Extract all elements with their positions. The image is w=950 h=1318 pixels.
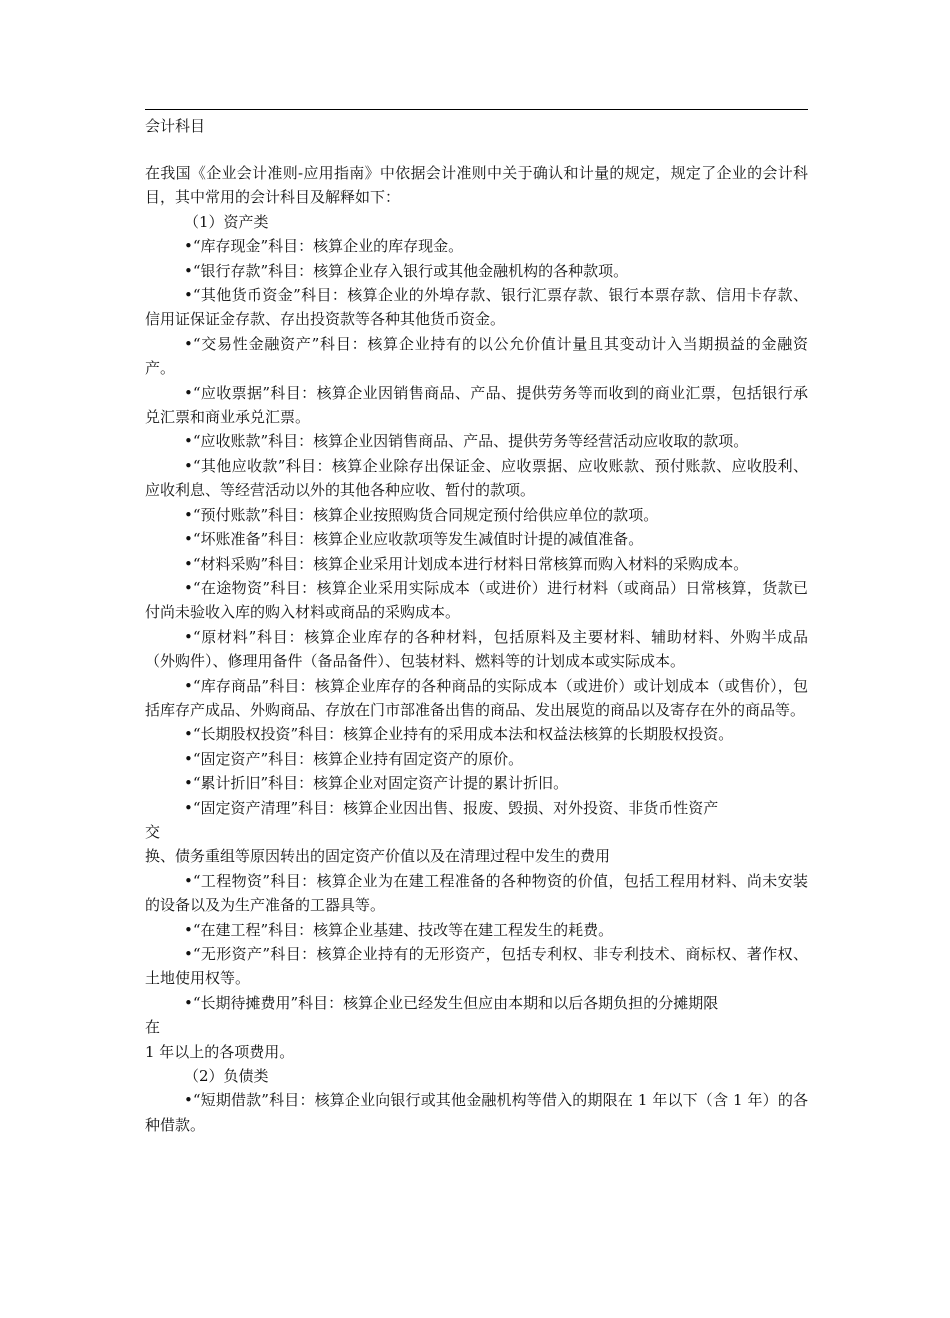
paragraph: •“累计折旧”科目：核算企业对固定资产计提的累计折旧。 [184,774,569,793]
header-rule [145,109,808,110]
paragraph: 1 年以上的各项费用。 [145,1042,295,1061]
paragraph: •“在建工程”科目：核算企业基建、技改等在建工程发生的耗费。 [184,920,614,939]
paragraph: •“材料采购”科目：核算企业采用计划成本进行材料日常核算而购入材料的采购成本。 [184,554,749,573]
document-title: 会计科目 [145,117,206,135]
paragraph: •“交易性金融资产”科目：核算企业持有的以公允价值计量且其变动计入当期损益的金融资产。 [145,334,808,378]
paragraph: •“应收账款”科目：核算企业因销售商品、产品、提供劳务等经营活动应收取的款项。 [184,432,749,451]
paragraph: 换、债务重组等原因转出的固定资产价值以及在清理过程中发生的费用 [145,847,611,866]
paragraph: •“固定资产清理”科目：核算企业因出售、报废、毁损、对外投资、非货币性资产 [184,798,719,817]
paragraph: （1）资产类 [184,212,269,231]
paragraph: •“在途物资”科目：核算企业采用实际成本（或进价）进行材料（或商品）日常核算，货款已付尚未验收入库的购入材料或商品的采购成本。 [145,578,808,622]
paragraph: （2）负债类 [184,1067,269,1086]
paragraph: •“应收票据”科目：核算企业因销售商品、产品、提供劳务等而收到的商业汇票，包括银行承兑汇票和商业承兑汇票。 [145,383,808,427]
paragraph: •“短期借款”科目：核算企业向银行或其他金融机构等借入的期限在 1 年以下（含 1 年）的各种借款。 [145,1091,808,1134]
document-body [145,161,808,1137]
paragraph: •“无形资产”科目：核算企业持有的无形资产，包括专利权、非专利技术、商标权、著作权、土地使用权等。 [145,945,808,988]
paragraph: •“其他应收款”科目：核算企业除存出保证金、应收票据、应收账款、预付账款、应收股利、应收利息、等经营活动以外的其他各种应收、暂付的款项。 [145,456,808,500]
paragraph: 交 [145,822,161,841]
paragraph: •“固定资产”科目：核算企业持有固定资产的原价。 [184,749,524,768]
paragraph: •“坏账准备”科目：核算企业应收款项等发生减值时计提的减值准备。 [184,530,644,549]
paragraph: •“库存商品”科目：核算企业库存的各种商品的实际成本（或进价）或计划成本（或售价），包括库存产成品、外购商品、存放在门市部准备出售的商品、发出展览的商品以及寄存在外的商品等。 [145,676,808,719]
intro-paragraph: 在我国《企业会计准则-应用指南》中依据会计准则中关于确认和计量的规定，规定了企业的会计科目，其中常用的会计科目及解释如下： [145,164,808,207]
paragraph: 在 [145,1018,161,1037]
paragraph: •“库存现金”科目：核算企业的库存现金。 [184,237,464,256]
paragraph: •“银行存款”科目：核算企业存入银行或其他金融机构的各种款项。 [184,261,629,280]
paragraph: •“工程物资”科目：核算企业为在建工程准备的各种物资的价值，包括工程用材料、尚未安装的设备以及为生产准备的工器具等。 [145,871,808,915]
paragraph: •“预付账款”科目：核算企业按照购货合同规定预付给供应单位的款项。 [184,505,659,524]
paragraph: •“其他货币资金”科目：核算企业的外埠存款、银行汇票存款、银行本票存款、信用卡存款、信用证保证金存款、存出投资款等各种其他货币资金。 [145,286,808,329]
paragraph: •“长期待摊费用”科目：核算企业已经发生但应由本期和以后各期负担的分摊期限 [184,993,719,1012]
paragraph: •“原材料”科目：核算企业库存的各种材料，包括原料及主要材料、辅助材料、外购半成品（外购件）、修理用备件（备品备件）、包装材料、燃料等的计划成本或实际成本。 [145,627,808,671]
paragraph: •“长期股权投资”科目：核算企业持有的采用成本法和权益法核算的长期股权投资。 [184,725,734,744]
